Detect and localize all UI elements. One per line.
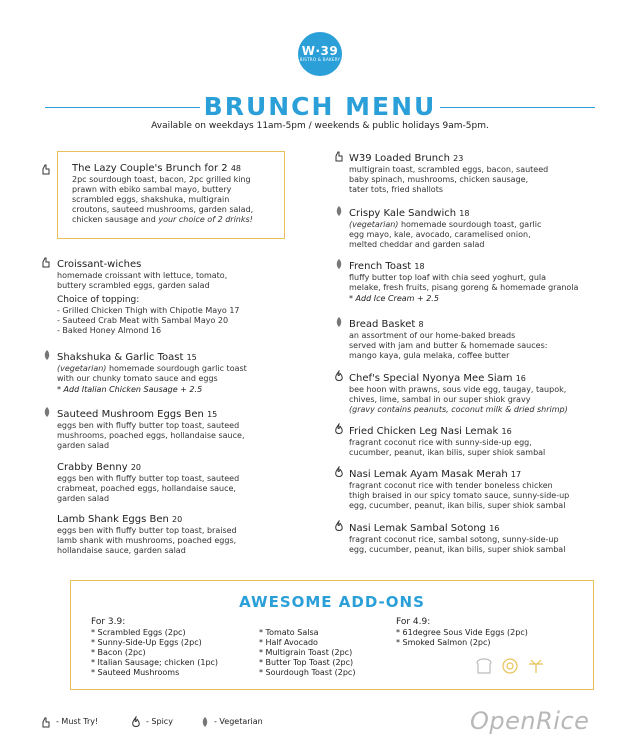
vegetarian-icon [333,258,345,270]
item-desc: bee hoon with prawns, sous vide egg, taugay, taupok, chives, lime, sambal in our super shiok gravy (gravy contains peanuts, coconut milk & dried shrimp) [349,385,568,414]
logo-subtext: BISTRO & BAKERY [299,57,341,62]
item-name: Chef's Special Nyonya Mee Siam 16 [349,373,526,384]
item-desc: eggs ben with fluffy butter top toast, sauteed mushrooms, poached eggs, hollandaise sauce, garden salad [57,421,245,450]
toast-icon [475,657,493,675]
vegetarian-icon [333,205,345,217]
legend-spicy: - Spicy [146,717,173,726]
item-desc: (vegetarian) homemade sourdough toast, garlic egg mayo, kale, avocado, caramelised onion, melted cheddar and garden salad [349,220,542,249]
item-name: Nasi Lemak Ayam Masak Merah 17 [349,469,522,480]
vegetarian-icon [41,349,53,361]
item-sambal-sotong [349,522,624,555]
choice-label: Choice of topping: [57,295,140,305]
addons-group-4-9: For 4.9: * 61degree Sous Vide Eggs (2pc) * Smoked Salmon (2pc) [396,617,528,647]
item-w39-loaded-brunch [349,152,609,195]
item-addon: * Add Ice Cream + 2.5 [349,294,439,303]
item-name: French Toast 18 [349,261,425,272]
item-name: Sauteed Mushroom Eggs Ben 15 [57,409,218,420]
must-try-icon [40,163,52,175]
item-shakshuka [57,351,317,396]
egg-icon [501,657,519,675]
item-bread-basket [349,318,609,361]
item-name: Nasi Lemak Sambal Sotong 16 [349,523,500,534]
sausage-icon [527,657,545,675]
addons-box [70,580,594,690]
item-name: Croissant-wiches [57,259,142,270]
item-name: Bread Basket 8 [349,319,424,330]
item-desc: homemade croissant with lettuce, tomato, buttery scrambled eggs, garden salad [57,271,228,290]
item-desc: multigrain toast, scrambled eggs, bacon, sauteed baby spinach, mushrooms, chicken sausage, tater tots, fried shallots [349,165,549,194]
must-try-icon [333,150,345,162]
item-nyonya-mee-siam [349,372,619,415]
item-name: Crispy Kale Sandwich 18 [349,208,470,219]
item-desc: fragrant coconut rice with sunny-side-up egg, cucumber, peanut, ikan bilis, super shiok sambal [349,438,546,457]
item-name: Crabby Benny 20 [57,462,141,473]
vegetarian-icon [333,316,345,328]
vegetarian-icon [199,716,211,728]
item-addon: * Add Italian Chicken Sausage + 2.5 [57,385,203,394]
logo-text: W·39 [301,44,339,58]
item-desc: fluffy butter top loaf with chia seed yoghurt, gula melake, fresh fruits, pisang goreng & homemade granola [349,273,579,292]
must-try-icon [40,716,52,728]
item-lamb-shank [57,513,317,556]
addons-group-3-9-cont: * Tomato Salsa * Half Avocado * Multigrain Toast (2pc) * Butter Top Toast (2pc) * Sourdough Toast (2pc) [259,628,356,677]
item-croissant [57,258,307,336]
item-fried-chicken-leg [349,425,619,458]
item-sauteed-mushroom [57,408,317,451]
spicy-icon [130,716,142,728]
spicy-icon [333,423,345,435]
item-desc: 2pc sourdough toast, bacon, 2pc grilled king prawn with ebiko sambal mayo, buttery scrambled eggs, shakshuka, multigrain croutons, sauteed mushrooms, garden salad, chicken sausage and your choice of 2 drinks! [72,175,254,224]
item-desc: an assortment of our home-baked breads served with jam and butter & homemade sauces: mango kaya, gula melaka, coffee butter [349,331,548,360]
item-crabby-benny [57,461,317,504]
item-french-toast [349,260,619,305]
item-desc: fragrant coconut rice with tender boneless chicken thigh braised in our spicy tomato sauce, sunny-side-up egg, cucumber, peanut, ikan bilis, super shiok sambal [349,481,570,510]
item-masak-merah [349,468,624,511]
item-desc: eggs ben with fluffy butter top toast, sauteed crabmeat, poached eggs, hollandaise sauce, garden salad [57,474,240,503]
addons-title: AWESOME ADD-ONS [239,593,425,611]
vegetarian-icon [41,406,53,418]
openrice-watermark: OpenRice [470,707,590,735]
page-title: BRUNCH MENU [203,92,437,121]
page-subtitle: Available on weekdays 11am-5pm / weekends & public holidays 9am-5pm. [151,121,489,131]
featured-item-box [57,151,285,239]
topping-list: - Grilled Chicken Thigh with Chipotle Mayo 17 - Sauteed Crab Meat with Sambal Mayo 20 - Baked Honey Almond 16 [57,306,240,335]
item-desc: (vegetarian) homemade sourdough garlic toast with our chunky tomato sauce and eggs [57,364,247,383]
item-name: Shakshuka & Garlic Toast 15 [57,352,197,363]
spicy-icon [333,370,345,382]
legend-vegetarian: - Vegetarian [214,717,263,726]
item-desc: eggs ben with fluffy butter top toast, braised lamb shank with mushrooms, poached eggs, hollandaise sauce, garden salad [57,526,237,555]
spicy-icon [333,520,345,532]
item-name: W39 Loaded Brunch 23 [349,153,464,164]
item-crispy-kale-sandwich [349,207,609,250]
item-name: Lamb Shank Eggs Ben 20 [57,514,183,525]
legend-must-try: - Must Try! [56,717,99,726]
spicy-icon [333,466,345,478]
addons-group-3-9: For 3.9: * Scrambled Eggs (2pc) * Sunny-Side-Up Eggs (2pc) * Bacon (2pc) * Italian Sausage; chicken (1pc) * Sauteed Mushrooms [91,617,219,677]
must-try-icon [40,256,52,268]
item-desc: fragrant coconut rice, sambal sotong, sunny-side-up egg, cucumber, peanut, ikan bilis, super shiok sambal [349,535,566,554]
item-name: Fried Chicken Leg Nasi Lemak 16 [349,426,512,437]
logo [298,32,342,76]
item-name: The Lazy Couple's Brunch for 2 48 [72,163,242,174]
